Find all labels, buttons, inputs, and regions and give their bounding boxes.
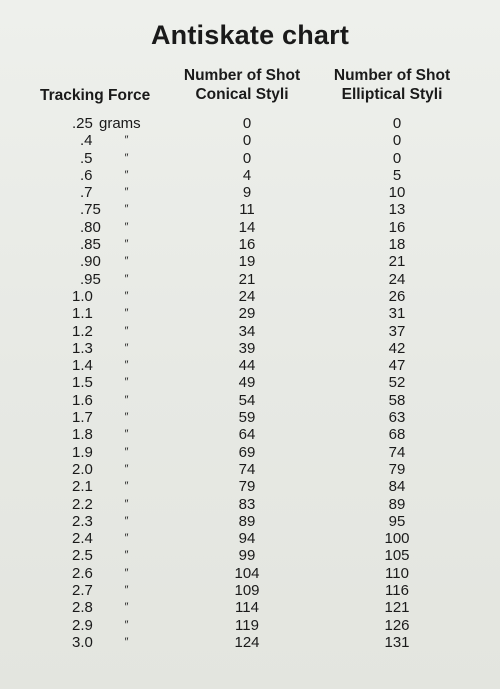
table-row — [0, 617, 500, 634]
ditto-mark: ″ — [124, 272, 128, 285]
elliptical-shot-value: 105 — [384, 547, 410, 565]
elliptical-shot-value: 131 — [384, 633, 410, 651]
ditto-mark: ″ — [124, 134, 128, 147]
table-row — [0, 461, 500, 478]
tracking-force-value: .80 — [80, 218, 101, 236]
table-row — [0, 201, 500, 218]
tracking-force-value: .7 — [80, 184, 93, 202]
tracking-force-value: 1.3 — [72, 339, 93, 357]
conical-shot-value: 19 — [238, 253, 256, 271]
table-row — [0, 305, 500, 322]
ditto-mark: ″ — [124, 549, 128, 562]
elliptical-shot-value: 37 — [388, 322, 406, 340]
table-row — [0, 547, 500, 564]
tracking-force-value: 2.6 — [72, 564, 93, 582]
table-row — [0, 530, 500, 547]
conical-shot-value: 49 — [238, 374, 256, 392]
elliptical-shot-value: 68 — [388, 426, 406, 444]
ditto-mark: ″ — [124, 566, 128, 579]
elliptical-shot-value: 0 — [392, 149, 402, 167]
elliptical-shot-value: 0 — [392, 115, 402, 132]
unit-label: grams — [99, 115, 141, 132]
elliptical-shot-value: 0 — [392, 132, 402, 150]
ditto-mark: ″ — [124, 393, 128, 406]
elliptical-shot-value: 95 — [388, 512, 406, 530]
table-row — [0, 634, 500, 651]
ditto-mark: ″ — [124, 289, 128, 302]
tracking-force-value: .4 — [80, 132, 93, 150]
tracking-force-value: 2.1 — [72, 478, 93, 496]
table-row — [0, 409, 500, 426]
tracking-force-value: 1.0 — [72, 287, 93, 305]
elliptical-shot-value: 24 — [388, 270, 406, 288]
table-row — [0, 150, 500, 167]
conical-shot-value: 16 — [238, 236, 256, 254]
tracking-force-value: .25 — [72, 115, 93, 132]
conical-shot-value: 83 — [238, 495, 256, 513]
ditto-mark: ″ — [124, 514, 128, 527]
header-elliptical-line-1: Number of Shot — [333, 67, 451, 84]
table-row — [0, 253, 500, 270]
table-row — [0, 582, 500, 599]
ditto-mark: ″ — [124, 186, 128, 199]
elliptical-shot-value: 74 — [388, 443, 406, 461]
header-conical-line-1: Number of Shot — [183, 67, 301, 84]
elliptical-shot-value: 79 — [388, 460, 406, 478]
ditto-mark: ″ — [124, 601, 128, 614]
elliptical-shot-value: 31 — [388, 305, 406, 323]
tracking-force-value: 1.7 — [72, 409, 93, 427]
header-conical-styli — [172, 66, 312, 104]
elliptical-shot-value: 58 — [388, 391, 406, 409]
elliptical-shot-value: 26 — [388, 287, 406, 305]
table-row — [0, 340, 500, 357]
header-elliptical-styli — [322, 66, 462, 104]
tracking-force-value: 1.1 — [72, 305, 93, 323]
tracking-force-value: 1.9 — [72, 443, 93, 461]
ditto-mark: ″ — [124, 532, 128, 545]
ditto-mark: ″ — [124, 359, 128, 372]
tracking-force-value: 2.7 — [72, 582, 93, 600]
tracking-force-value: .95 — [80, 270, 101, 288]
ditto-mark: ″ — [124, 168, 128, 181]
tracking-force-value: 2.2 — [72, 495, 93, 513]
conical-shot-value: 89 — [238, 512, 256, 530]
ditto-mark: ″ — [124, 376, 128, 389]
conical-shot-value: 24 — [238, 287, 256, 305]
tracking-force-value: 1.8 — [72, 426, 93, 444]
tracking-force-value: 1.5 — [72, 374, 93, 392]
tracking-force-value: .6 — [80, 166, 93, 184]
table-row — [0, 426, 500, 443]
tracking-force-value: 2.4 — [72, 530, 93, 548]
table-row — [0, 271, 500, 288]
tracking-force-value: .85 — [80, 236, 101, 254]
conical-shot-value: 11 — [239, 201, 255, 219]
table-row — [0, 219, 500, 236]
conical-shot-value: 114 — [235, 599, 259, 617]
conical-shot-value: 99 — [238, 547, 256, 565]
elliptical-shot-value: 84 — [388, 478, 406, 496]
elliptical-shot-value: 121 — [384, 599, 410, 617]
tracking-force-value: 2.8 — [72, 599, 93, 617]
elliptical-shot-value: 47 — [388, 357, 406, 375]
table-row — [0, 132, 500, 149]
conical-shot-value: 34 — [238, 322, 256, 340]
elliptical-shot-value: 5 — [392, 166, 402, 184]
tracking-force-value: 1.4 — [72, 357, 93, 375]
conical-shot-value: 79 — [238, 478, 256, 496]
table-row — [0, 478, 500, 495]
tracking-force-value: 1.2 — [72, 322, 93, 340]
ditto-mark: ″ — [124, 480, 128, 493]
table-row — [0, 167, 500, 184]
conical-shot-value: 104 — [234, 564, 260, 582]
conical-shot-value: 29 — [238, 305, 256, 323]
ditto-mark: ″ — [124, 497, 128, 510]
elliptical-shot-value: 126 — [384, 616, 410, 634]
page-title: Antiskate chart — [150, 20, 350, 50]
table-row — [0, 392, 500, 409]
header-elliptical-line-2: Elliptical Styli — [341, 86, 443, 103]
tracking-force-value: .5 — [80, 149, 93, 167]
tracking-force-value: 2.3 — [72, 512, 93, 530]
elliptical-shot-value: 63 — [388, 409, 406, 427]
elliptical-shot-value: 42 — [388, 339, 406, 357]
tracking-force-value: 2.0 — [72, 460, 93, 478]
table-row — [0, 444, 500, 461]
table-row — [0, 599, 500, 616]
table-row — [0, 374, 500, 391]
elliptical-shot-value: 116 — [385, 582, 409, 600]
table-row — [0, 357, 500, 374]
ditto-mark: ″ — [124, 635, 128, 648]
conical-shot-value: 4 — [242, 166, 252, 184]
elliptical-shot-value: 52 — [388, 374, 406, 392]
tracking-force-value: .90 — [80, 253, 101, 271]
ditto-mark: ″ — [124, 618, 128, 631]
conical-shot-value: 54 — [238, 391, 256, 409]
table-row — [0, 184, 500, 201]
ditto-mark: ″ — [124, 255, 128, 268]
conical-shot-value: 0 — [242, 115, 252, 132]
table-row — [0, 496, 500, 513]
ditto-mark: ″ — [124, 324, 128, 337]
conical-shot-value: 9 — [242, 184, 252, 202]
table-row — [0, 323, 500, 340]
ditto-mark: ″ — [124, 428, 128, 441]
table-row — [0, 115, 500, 132]
header-conical-line-2: Conical Styli — [195, 86, 289, 103]
tracking-force-value: .75 — [80, 201, 101, 219]
ditto-mark: ″ — [124, 151, 128, 164]
elliptical-shot-value: 13 — [388, 201, 406, 219]
ditto-mark: ″ — [124, 203, 128, 216]
ditto-mark: ″ — [124, 238, 128, 251]
conical-shot-value: 119 — [235, 616, 259, 634]
conical-shot-value: 124 — [234, 633, 260, 651]
conical-shot-value: 0 — [242, 149, 252, 167]
table-row — [0, 288, 500, 305]
conical-shot-value: 44 — [238, 357, 256, 375]
conical-shot-value: 69 — [238, 443, 256, 461]
conical-shot-value: 39 — [238, 339, 256, 357]
conical-shot-value: 0 — [242, 132, 252, 150]
table-row — [0, 236, 500, 253]
tracking-force-value: 2.5 — [72, 547, 93, 565]
tracking-force-value: 2.9 — [72, 616, 93, 634]
conical-shot-value: 74 — [238, 460, 256, 478]
chart-rows — [0, 115, 500, 651]
table-row — [0, 565, 500, 582]
header-tracking-force: Tracking Force — [40, 87, 151, 104]
ditto-mark: ″ — [124, 341, 128, 354]
tracking-force-value: 3.0 — [72, 633, 93, 651]
conical-shot-value: 109 — [234, 582, 260, 600]
elliptical-shot-value: 18 — [388, 236, 406, 254]
elliptical-shot-value: 10 — [388, 184, 406, 202]
elliptical-shot-value: 110 — [385, 564, 409, 582]
elliptical-shot-value: 100 — [384, 530, 410, 548]
ditto-mark: ″ — [124, 445, 128, 458]
conical-shot-value: 64 — [238, 426, 256, 444]
ditto-mark: ″ — [124, 307, 128, 320]
conical-shot-value: 14 — [238, 218, 256, 236]
ditto-mark: ″ — [124, 462, 128, 475]
table-row — [0, 513, 500, 530]
ditto-mark: ″ — [124, 411, 128, 424]
elliptical-shot-value: 21 — [388, 253, 406, 271]
ditto-mark: ″ — [124, 584, 128, 597]
elliptical-shot-value: 89 — [388, 495, 406, 513]
conical-shot-value: 59 — [238, 409, 256, 427]
conical-shot-value: 21 — [238, 270, 256, 288]
conical-shot-value: 94 — [238, 530, 256, 548]
ditto-mark: ″ — [124, 220, 128, 233]
elliptical-shot-value: 16 — [388, 218, 406, 236]
tracking-force-value: 1.6 — [72, 391, 93, 409]
